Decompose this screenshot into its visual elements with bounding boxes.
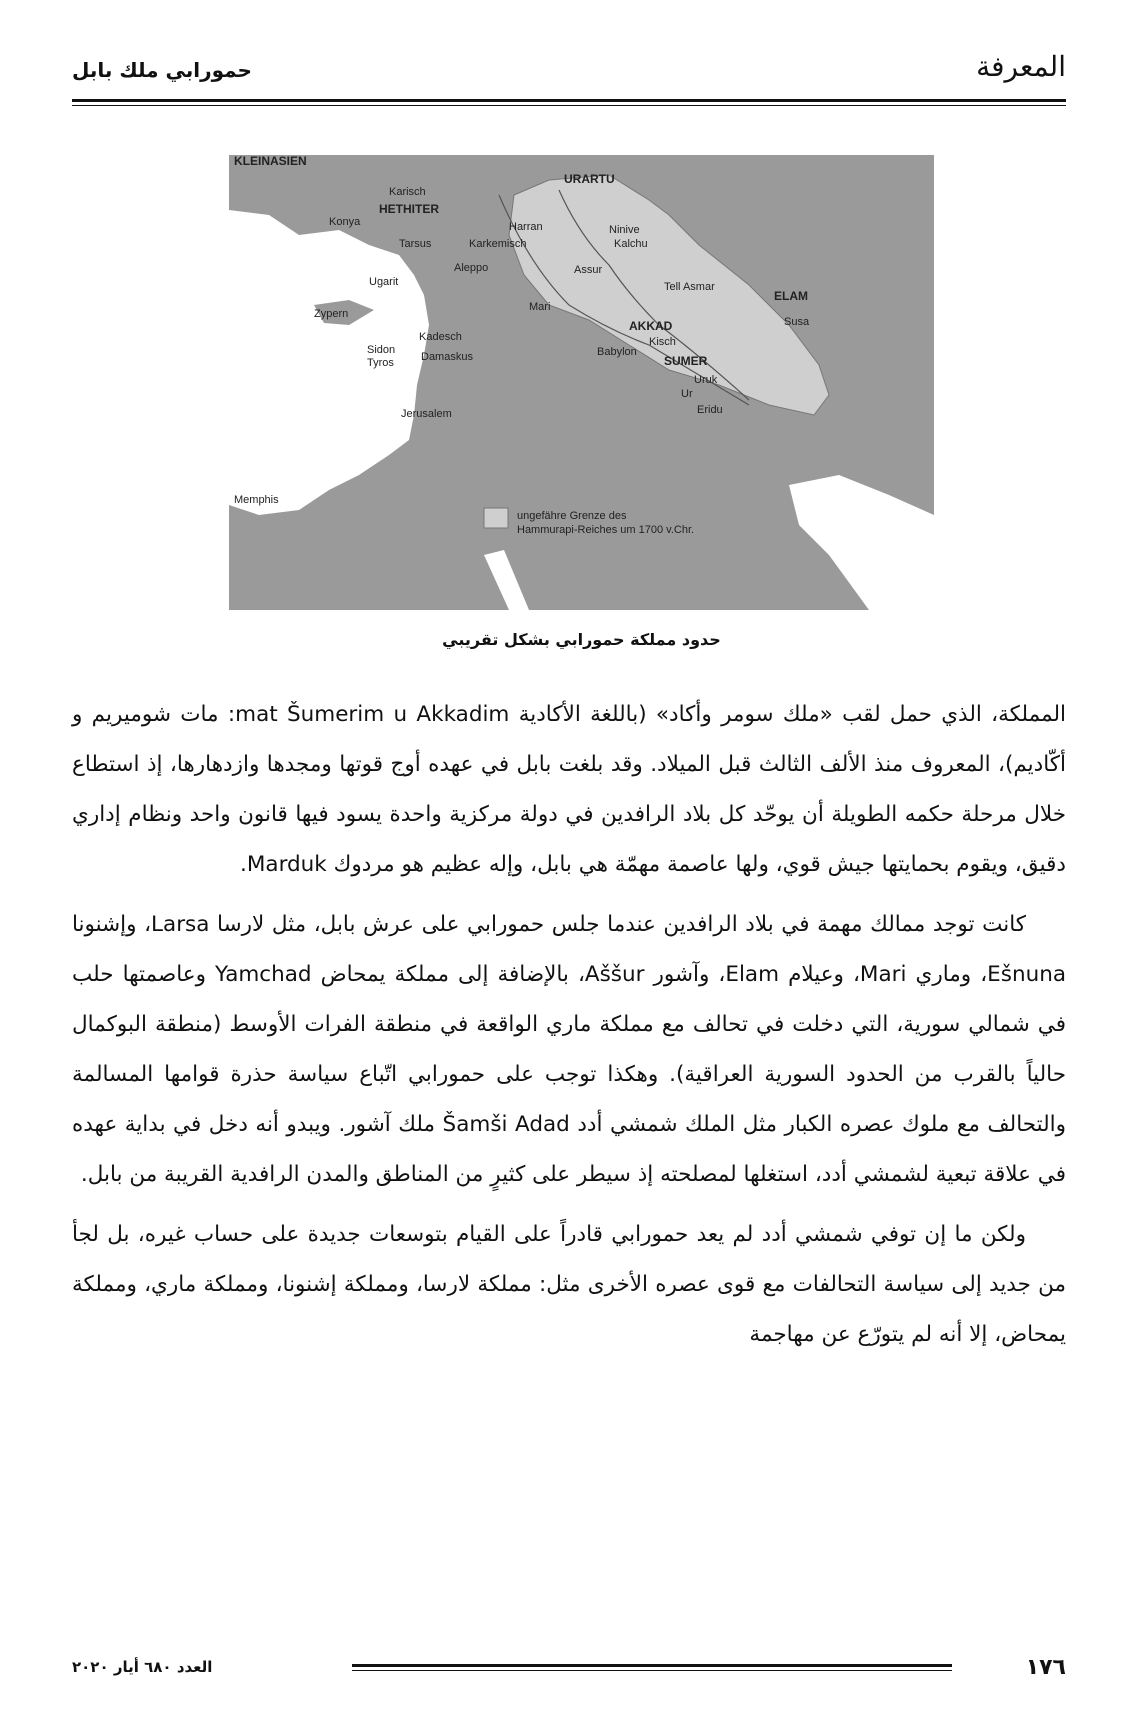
city-label: Tell Asmar (664, 281, 715, 293)
header-rule (72, 99, 1066, 102)
city-label: Jerusalem (401, 408, 452, 420)
region-label: KLEINASIEN (234, 155, 307, 168)
footer-rule-thin (352, 1670, 952, 1671)
header-rule-thin (72, 105, 1066, 106)
paragraph: كانت توجد ممالك مهمة في بلاد الرافدين عندما جلس حمورابي على عرش بابل، مثل لارسا Larsa، وإشنونا Ešnuna، وماري Mari، وعيلام Elam، وآشور Aššur، بالإضافة إلى مملكة يمحاض Yamchad وعاصمتها حلب في شمالي سورية، التي دخلت في تحالف مع مملكة ماري الواقعة في منطقة الفرات الأوسط (منطقة البوكمال حالياً بالقرب من الحدود السورية العراقية). وهكذا توجب على حمورابي اتّباع سياسة حذرة قوامها المسالمة والتحالف مع ملوك عصره الكبار مثل الملك شمشي أدد Šamši Adad ملك آشور. ويبدو أنه دخل في بداية عهده في علاقة تبعية لشمشي أدد، استغلها لمصلحته إذ سيطر على كثيرٍ من المناطق والمدن الرافدية القريبة من بابل. (72, 912, 1067, 1187)
city-label: Mari (529, 301, 551, 313)
region-label: URARTU (564, 172, 615, 186)
paragraph: ولكن ما إن توفي شمشي أدد لم يعد حمورابي قادراً على القيام بتوسعات جديدة على حساب غيره، بل لجأ من جديد إلى سياسة التحالفات مع قوى عصره الأخرى مثل: مملكة لارسا، ومملكة إشنونا، ومملكة ماري، ومملكة يمحاض، إلا أنه لم يتورّع عن مهاجمة (72, 1222, 1066, 1347)
city-label: Damaskus (421, 351, 473, 363)
region-label: SUMER (664, 354, 708, 368)
city-label: Karkemisch (469, 238, 527, 250)
city-label: Karisch (389, 186, 426, 198)
region-label: HETHITER (379, 202, 439, 216)
running-header-title: حمورابي ملك بابل (72, 58, 252, 82)
city-label: Tyros (367, 357, 394, 369)
city-label: Memphis (234, 494, 279, 506)
city-label: Harran (509, 221, 543, 233)
region-label: AKKAD (629, 319, 673, 333)
city-label: Kalchu (614, 238, 648, 250)
legend-line-2: Hammurapi-Reiches um 1700 v.Chr. (517, 524, 695, 536)
city-label: Babylon (597, 346, 637, 358)
legend-swatch (484, 508, 508, 528)
city-label: Aleppo (454, 262, 489, 274)
city-label: Ur (681, 388, 693, 400)
city-label: Tarsus (399, 238, 432, 250)
city-label: Ugarit (369, 276, 399, 288)
legend-line-1: ungefähre Grenze des (517, 510, 627, 522)
paragraph: المملكة، الذي حمل لقب «ملك سومر وأكاد» (باللغة الأكادية mat Šumerim u Akkadim: مات شوميريم و أكّاديم)، المعروف منذ الألف الثالث قبل الميلاد. وقد بلغت بابل في عهده أوج قوتها ومجدها وازدهارها، إذ استطاع خلال مرحلة حكمه الطويلة أن يوحّد كل بلاد الرافدين في دولة مركزية واحدة يسود فيها قانون واحد ونظام إداري دقيق، ويقوم بحمايتها جيش قوي، ولها عاصمة مهمّة هي بابل، وإله عظيم هو مردوك Marduk. (72, 702, 1067, 877)
page-number: ١٧٦ (1025, 1655, 1066, 1680)
city-label: Zypern (314, 308, 349, 320)
city-label: Eridu (697, 404, 723, 416)
city-label: Assur (574, 264, 603, 276)
city-label: Sidon (367, 344, 396, 356)
city-label: Kadesch (419, 331, 462, 343)
magazine-logo: المعرفة (976, 50, 1066, 83)
city-label: Susa (784, 316, 810, 328)
map-figure (229, 155, 934, 610)
city-label: Ninive (609, 224, 640, 236)
map-svg (229, 155, 934, 610)
footer-rule (352, 1664, 952, 1667)
city-label: Konya (329, 216, 361, 228)
issue-info: العدد ٦٨٠ أيار ٢٠٢٠ (72, 1658, 213, 1676)
city-label: Kisch (649, 336, 676, 348)
map-caption: حدود مملكة حمورابي بشكل تقريبي (442, 630, 721, 649)
article-body (72, 690, 1066, 1370)
city-label: Uruk (694, 374, 718, 386)
region-label: ELAM (774, 289, 808, 303)
